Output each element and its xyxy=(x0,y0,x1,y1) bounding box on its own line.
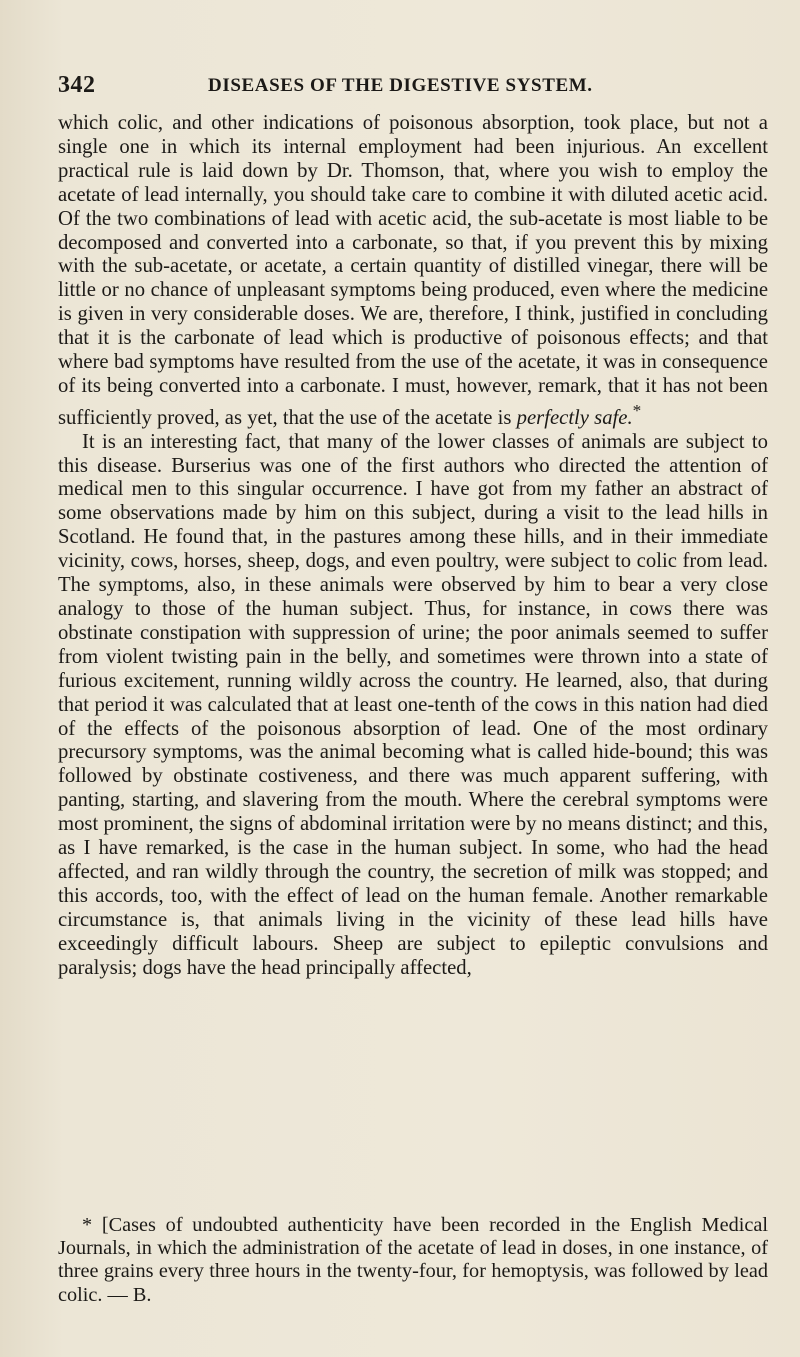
page-number: 342 xyxy=(58,72,96,98)
paragraph-1 xyxy=(58,112,768,431)
page-header xyxy=(58,72,768,102)
paragraph-2: It is an interesting fact, that many of the lower classes of animals are subject to this disease. Burserius was one of the first authors who directed the attention of medical men to this singular occurrence. I have got from my father an abstract of some observations made by him on this subject, during a visit to the lead hills in Scotland. He found that, in the pastures among these hills, and in their immediate vicinity, cows, horses, sheep, dogs, and even poultry, were subject to colic from lead. The symptoms, also, in these animals were observed by him to bear a very close analogy to those of the human subject. Thus, for instance, in cows there was obstinate constipation with suppression of urine; the poor animals seemed to suffer from violent twisting pain in the belly, and sometimes were thrown into a state of furious excitement, running wildly across the country. He learned, also, that during that period it was calculated that at least one-tenth of the cows in this nation had died of the effects of the poisonous absorption of lead. One of the most ordinary precursory symptoms, was the animal becoming what is called hide-bound; this was followed by obstinate costiveness, and there was much apparent suffering, with panting, starting, and slavering from the mouth. Where the cerebral symptoms were most prominent, the signs of abdominal irritation were by no means distinct; and this, as I have remarked, is the case in the human subject. In some, who had the head affected, and ran wildly through the country, the secretion of milk was stopped; and this accords, too, with the effect of lead on the human female. Another remarkable circumstance is, that animals living in the vicinity of these lead hills have exceedingly difficult labours. Sheep are subject to epileptic convulsions and paralysis; dogs have the head principally affected, xyxy=(58,430,768,979)
footnote-text: * [Cases of undoubted authenticity have been recorded in the English Medical Journals, in which the administration of the acetate of lead in doses, in one instance, of three grains every three hours in the twenty-four, for hemoptysis, was followed by lead colic. — B. xyxy=(58,1214,768,1306)
paragraph-1-emphasis: perfectly safe. xyxy=(516,406,633,429)
body-text xyxy=(58,112,768,981)
footnote xyxy=(58,1214,768,1307)
paragraph-1-text: which colic, and other indications of poisonous absorption, took place, but not a single one in which its internal employment had been injurious. An excellent practical rule is laid down by Dr. Thomson, that, where you wish to employ the acetate of lead internally, you should take care to combine it with diluted acetic acid. Of the two combinations of lead with acetic acid, the sub-acetate is most liable to be decomposed and converted into a carbonate, so that, if you prevent this by mixing with the sub-acetate, or acetate, a certain quantity of distilled vinegar, there will be little or no chance of unpleasant symptoms being produced, even where the medicine is given in very considerable doses. We are, therefore, I think, justified in concluding that it is the carbonate of lead which is productive of poisonous effects; and that where bad symptoms have resulted from the use of the acetate, it was in consequence of its being converted into a carbonate. I must, however, remark, that it has not been sufficiently proved, as yet, that the use of the acetate is xyxy=(58,112,768,429)
footnote-marker: * xyxy=(632,400,642,420)
running-head: DISEASES OF THE DIGESTIVE SYSTEM. xyxy=(208,75,593,96)
